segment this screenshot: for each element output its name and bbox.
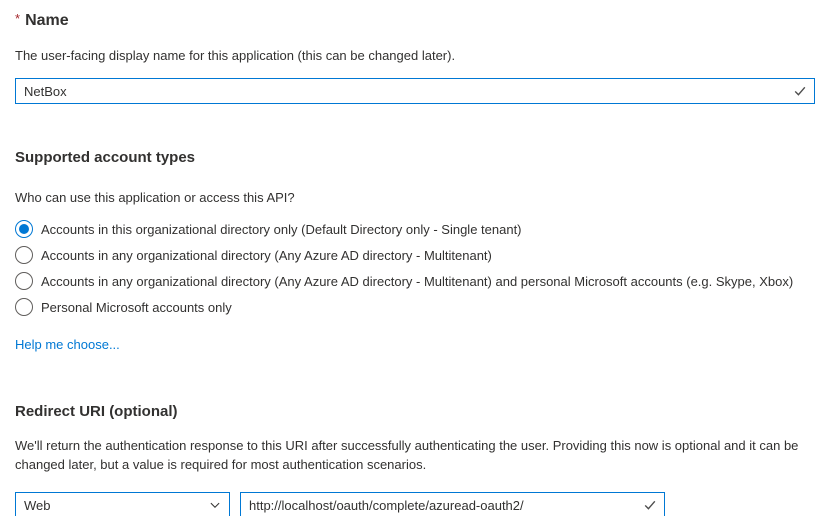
account-type-option-multitenant-personal[interactable] [15, 268, 815, 294]
account-type-option-multitenant[interactable] [15, 242, 815, 268]
account-types-question: Who can use this application or access this API? [15, 190, 295, 205]
redirect-uri-section [15, 403, 815, 516]
platform-select-value: Web [24, 497, 51, 513]
radio-button-icon[interactable] [15, 246, 33, 264]
account-type-option-label: Accounts in any organizational directory (Any Azure AD directory - Multitenant) and personal Microsoft accounts (e.g. Skype, Xbox) [41, 273, 794, 289]
supported-account-types-section [15, 149, 815, 354]
name-heading-label: Name [25, 12, 69, 29]
redirect-uri-input[interactable] [241, 493, 664, 516]
account-type-radio-group [15, 216, 815, 320]
account-type-option-label: Personal Microsoft accounts only [41, 299, 232, 315]
help-me-choose-link[interactable]: Help me choose... [15, 337, 120, 352]
account-type-option-personal-only[interactable] [15, 294, 815, 320]
radio-button-icon[interactable] [15, 220, 33, 238]
name-input-box [15, 78, 815, 104]
redirect-uri-description: We'll return the authentication response to this URI after successfully authenticating the user. Providing this now is optional and it can be changed later, but a value is required for most authentication scenarios. [15, 438, 799, 472]
redirect-uri-heading: Redirect URI (optional) [15, 403, 178, 420]
name-section [15, 12, 815, 104]
radio-button-icon[interactable] [15, 298, 33, 316]
account-types-heading: Supported account types [15, 149, 196, 166]
name-input[interactable] [16, 79, 814, 103]
radio-button-icon[interactable] [15, 272, 33, 290]
required-asterisk: * [15, 11, 21, 26]
redirect-uri-row [15, 492, 815, 516]
account-type-option-label: Accounts in any organizational directory (Any Azure AD directory - Multitenant) [41, 247, 492, 263]
platform-select-dropdown[interactable] [15, 492, 230, 516]
account-type-option-single-tenant[interactable] [15, 216, 815, 242]
name-heading [15, 12, 815, 30]
redirect-uri-input-box [240, 492, 665, 516]
account-type-option-label: Accounts in this organizational directory only (Default Directory only - Single tenant) [41, 221, 522, 237]
name-description: The user-facing display name for this application (this can be changed later). [15, 48, 456, 63]
